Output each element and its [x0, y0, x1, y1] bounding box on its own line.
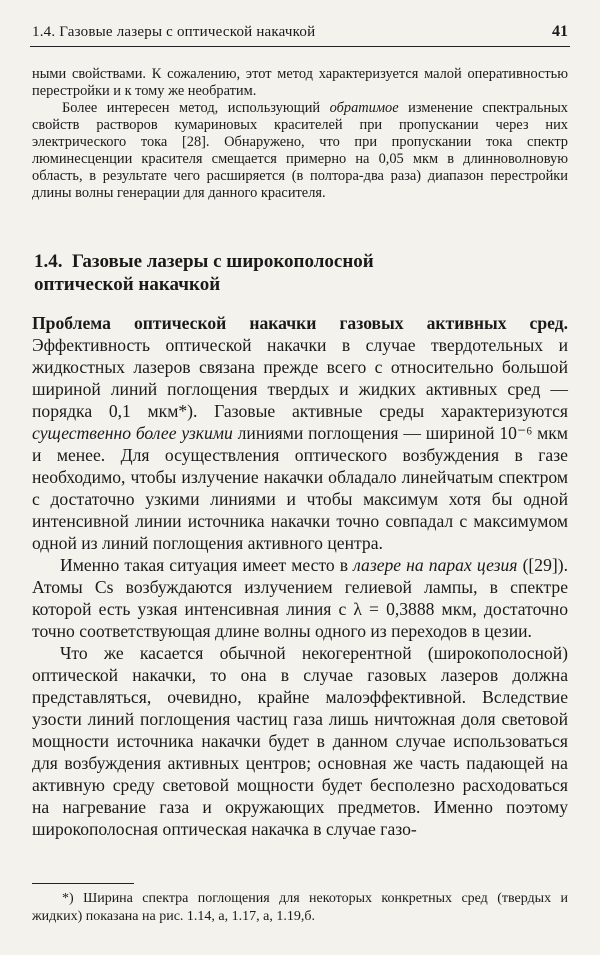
text-run: Эффективность оптической накачки в случае твердотельных и жидкостных лазеров связана прежде всего с относительно большой шириной линий поглощения твердых и жидких активных сред — порядка 0,1 мкм*). Газовые активные среды характеризуются — [32, 335, 568, 421]
footnote-text: *) Ширина спектра поглощения для некоторых конкретных сред (твердых и жидких) показана на рис. 1.14, а, 1.17, а, 1.19,б. — [32, 891, 568, 924]
paragraph — [32, 312, 568, 554]
section-number: 1.4. — [34, 251, 63, 272]
main-text-block — [32, 312, 568, 840]
emphasis: существенно более узкими — [32, 423, 233, 443]
emphasis: обратимое — [329, 100, 399, 116]
text-run: линиями поглощения — шириной 10⁻⁶ мкм и менее. Для осуществления оптического возбуждения в газе необходимо, чтобы излучение накачки обладало линейчатым спектром с достаточно узкими линиями и чтобы максимум хотя бы одной интенсивной линии источника накачки точно совпадал с максимумом одной из линий поглощения активного центра. — [32, 423, 568, 553]
footnote-divider — [32, 883, 134, 884]
paragraph: Что же касается обычной некогерентной (широкополосной) оптической накачки, то она в случае газовых лазеров должна представляться, очевидно, крайне малоэффективной. Вследствие узости линий поглощения частиц газа лишь ничтожная доля световой мощности источника накачки будет в данном случае использоваться для возбуждения активных центров; основная же часть падающей на активную среду световой мощности будет бесполезно расходоваться на нагревание газа и окружающих предметов. Именно поэтому широкополосная оптическая накачка в случае газо- — [32, 643, 568, 839]
text-run: изменение спектральных свойств растворов кумариновых красителей при пропускании через них электрического тока [28]. Обнаружено, что при пропускании тока спектр люминесценции красителя смещается примерно на 0,05 мкм в длинноволновую область, в результате чего расширяется (в полтора-два раза) диапазон перестройки длины волны генерации для данного красителя. — [32, 100, 568, 201]
running-title: 1.4. Газовые лазеры с оптической накачкой — [32, 24, 316, 40]
emphasis: лазере на парах цезия — [353, 555, 518, 575]
paragraph — [32, 554, 568, 642]
section-title-line1: Газовые лазеры с широкополосной — [72, 251, 374, 272]
paragraph-heading: Проблема оптической накачки газовых активных сред. — [32, 313, 568, 333]
section-heading — [34, 250, 534, 296]
paragraph — [32, 100, 568, 202]
top-text-block — [32, 66, 568, 202]
running-header — [30, 24, 570, 47]
section-title-line2: оптической накачкой — [34, 274, 221, 295]
text-run: Более интересен метод, использующий — [62, 100, 330, 116]
page-number: 41 — [552, 23, 568, 40]
text-run: Именно такая ситуация имеет место в — [60, 555, 354, 575]
text-run: ([29]). Атомы Cs возбуждаются излучением гелиевой лампы, в спектре которой есть узкая интенсивная линия с λ = 0,3888 мкм, достаточно точно соответствующая длине волны одного из переходов в цезии. — [32, 555, 568, 641]
footnote — [32, 890, 568, 926]
paragraph: ными свойствами. К сожалению, этот метод характеризуется малой оперативностью перестройки и к тому же необратим. — [32, 66, 568, 99]
